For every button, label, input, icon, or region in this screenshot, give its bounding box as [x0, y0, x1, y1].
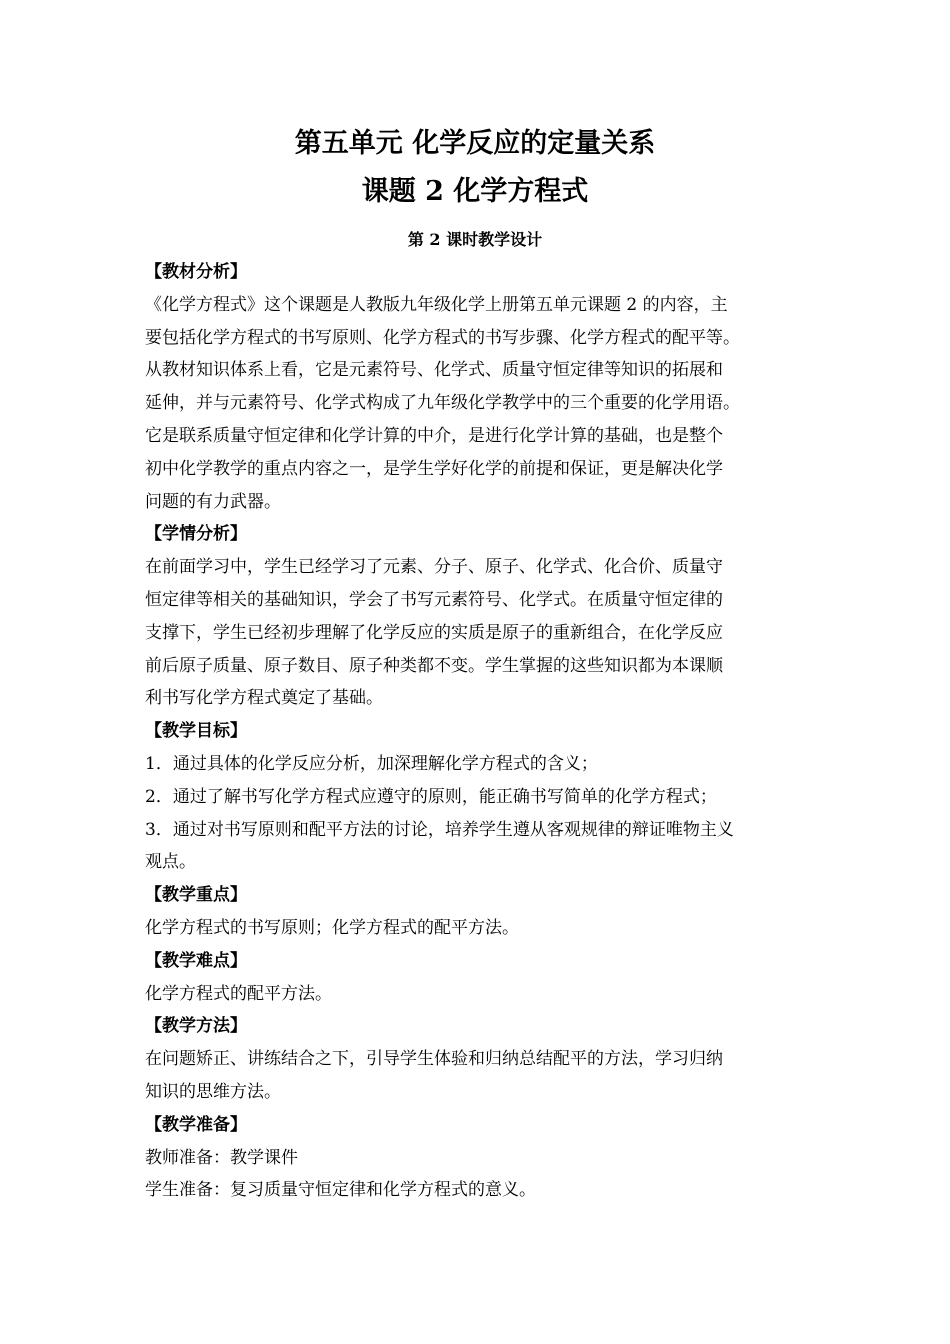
section-heading-key-points: 【教学重点】: [145, 885, 247, 906]
text-line: 2．通过了解书写化学方程式应遵守的原则，能正确书写简单的化学方程式；: [145, 786, 717, 807]
text-line: 教师准备：教学课件: [145, 1147, 298, 1168]
section-heading-student-analysis: 【学情分析】: [145, 524, 247, 545]
text-line: 3．通过对书写原则和配平方法的讨论，培养学生遵从客观规律的辩证唯物主义: [145, 819, 734, 840]
text-line: 延伸，并与元素符号、化学式构成了九年级化学教学中的三个重要的化学用语。: [145, 393, 740, 414]
section-text-student-analysis: [145, 551, 813, 715]
text-line: 1．通过具体的化学反应分析，加深理解化学方程式的含义；: [145, 753, 598, 774]
text-line: 知识的思维方法。: [145, 1081, 281, 1102]
section-heading-teaching-goals: 【教学目标】: [145, 721, 247, 742]
text-line: 恒定律等相关的基础知识，学会了书写元素符号、化学式。在质量守恒定律的: [145, 589, 723, 610]
text-line: 前后原子质量、原子数目、原子种类都不变。学生掌握的这些知识都为本课顺: [145, 655, 723, 676]
unit-title: 第五单元 化学反应的定量关系: [294, 128, 656, 159]
design-title: 第 2 课时教学设计: [407, 230, 543, 249]
section-text-difficulties: [145, 978, 813, 1011]
text-line: 学生准备：复习质量守恒定律和化学方程式的意义。: [145, 1180, 536, 1201]
text-line: 初中化学教学的重点内容之一，是学生学好化学的前提和保证，更是解决化学: [145, 458, 723, 479]
text-line: 化学方程式的书写原则；化学方程式的配平方法。: [145, 917, 519, 938]
section-heading-preparation: 【教学准备】: [145, 1114, 247, 1135]
section-heading-methods: 【教学方法】: [145, 1016, 247, 1037]
text-line: 利书写化学方程式奠定了基础。: [145, 688, 383, 709]
text-line: 观点。: [145, 852, 196, 873]
text-line: 问题的有力武器。: [145, 491, 281, 512]
document-body: [145, 256, 813, 1207]
section-text-textbook-analysis: [145, 289, 813, 519]
section-heading-difficulties: 【教学难点】: [145, 950, 247, 971]
section-text-methods: [145, 1043, 813, 1109]
section-text-teaching-goals: [145, 748, 813, 879]
text-line: 在问题矫正、讲练结合之下，引导学生体验和归纳总结配平的方法，学习归纳: [145, 1049, 723, 1070]
text-line: 在前面学习中，学生已经学习了元素、分子、原子、化学式、化合价、质量守: [145, 557, 723, 578]
lesson-title: 课题 2 化学方程式: [361, 176, 589, 207]
text-line: 《化学方程式》这个课题是人教版九年级化学上册第五单元课题 2 的内容，主: [145, 294, 728, 315]
section-heading-textbook-analysis: 【教材分析】: [145, 262, 247, 282]
text-line: 从教材知识体系上看，它是元素符号、化学式、质量守恒定律等知识的拓展和: [145, 360, 723, 381]
text-line: 要包括化学方程式的书写原则、化学方程式的书写步骤、化学方程式的配平等。: [145, 327, 740, 348]
section-text-preparation: [145, 1142, 813, 1208]
section-text-key-points: [145, 912, 813, 945]
text-line: 它是联系质量守恒定律和化学计算的中介，是进行化学计算的基础，也是整个: [145, 425, 723, 446]
text-line: 化学方程式的配平方法。: [145, 983, 332, 1004]
text-line: 支撑下，学生已经初步理解了化学反应的实质是原子的重新组合，在化学反应: [145, 622, 723, 643]
